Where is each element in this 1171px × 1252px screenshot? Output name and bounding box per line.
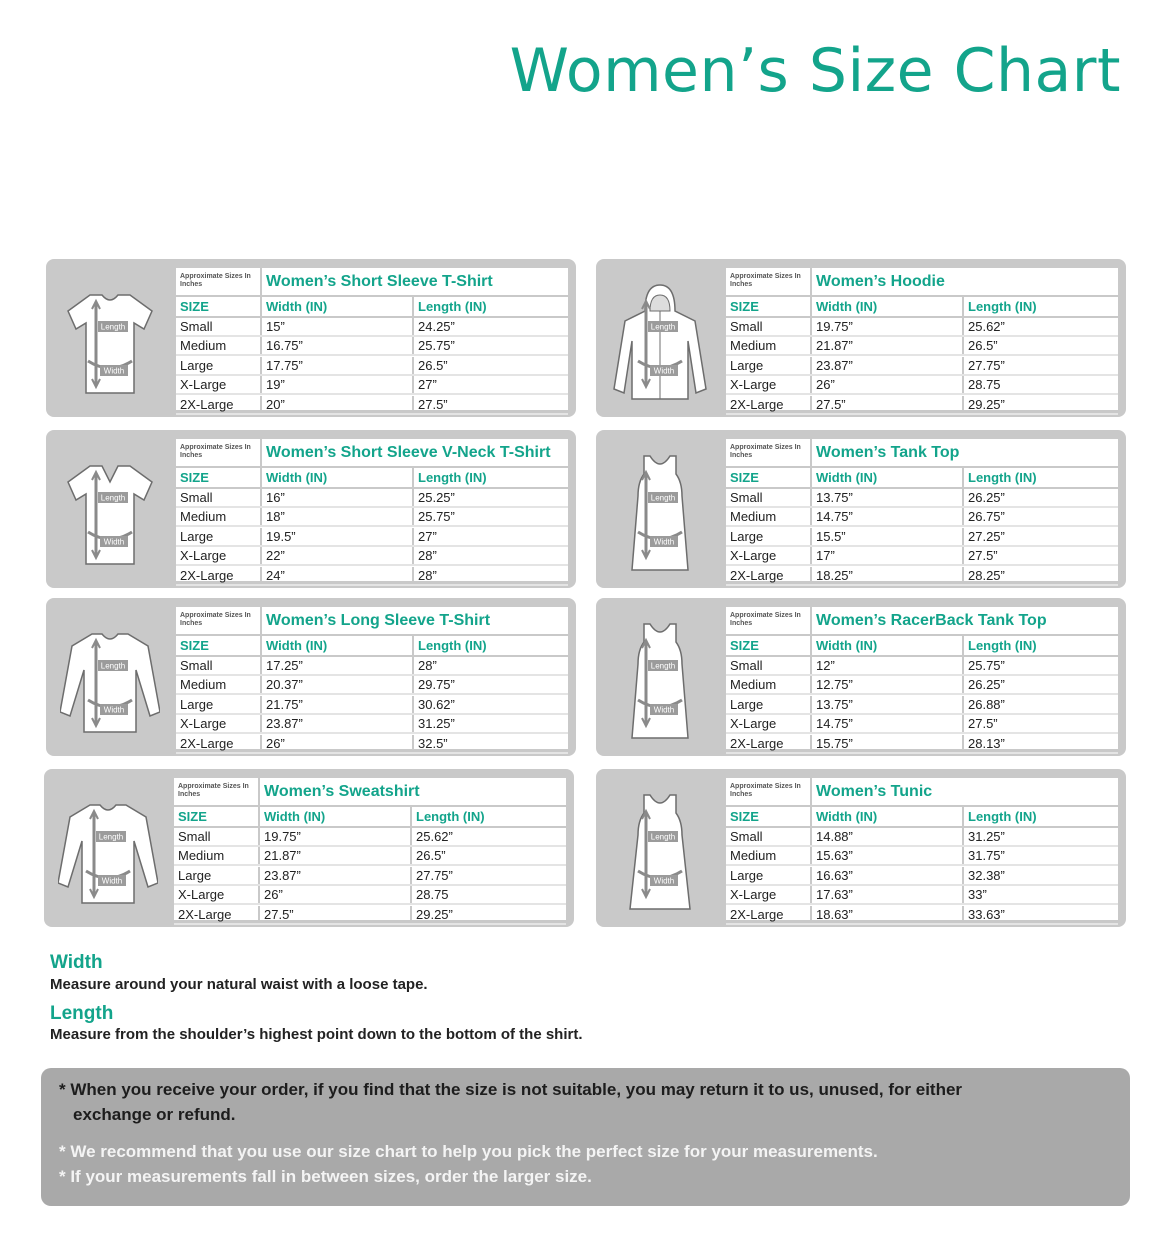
length-tag-label: Length	[650, 493, 676, 503]
approx-sizes-label: Approximate Sizes In Inches	[174, 778, 260, 805]
size-card	[46, 430, 576, 588]
width-cell: 14.88”	[812, 828, 964, 845]
size-cell: Large	[726, 867, 812, 884]
length-cell: 26.5”	[968, 338, 998, 354]
size-table	[176, 439, 568, 581]
column-header-row	[176, 636, 568, 657]
size-row	[726, 867, 1118, 886]
between-sizes-note: * If your measurements fall in between sizes, order the larger size.	[59, 1167, 592, 1186]
size-cell: 2X-Large	[176, 567, 262, 584]
width-cell: 18.25”	[812, 567, 964, 584]
size-row	[726, 567, 1118, 586]
width-header: Width (IN)	[812, 807, 964, 826]
size-card	[596, 259, 1126, 417]
width-tag-label: Width	[653, 876, 675, 886]
size-row	[726, 489, 1118, 508]
width-header: Width (IN)	[262, 636, 414, 655]
size-row	[176, 376, 568, 395]
size-cell: Medium	[726, 337, 812, 354]
width-cell: 18.63”	[812, 906, 964, 923]
width-cell: 19.5”	[262, 528, 414, 545]
width-tag-label: Width	[103, 705, 125, 715]
column-header-row	[174, 807, 566, 828]
width-cell: 13.75”	[812, 489, 964, 506]
size-row	[174, 886, 566, 905]
size-cell: Medium	[174, 847, 260, 864]
width-cell: 27.5”	[812, 396, 964, 413]
width-cell: 17.75”	[262, 357, 414, 374]
width-cell: 13.75”	[812, 696, 964, 713]
return-note: * When you receive your order, if you find that the size is not suitable, you may return it to us, unused, for either	[59, 1080, 963, 1099]
table-title-row	[176, 607, 568, 636]
width-cell: 20”	[262, 396, 414, 413]
length-cell: 25.62”	[416, 829, 453, 844]
column-header-row	[176, 468, 568, 489]
length-cell: 27.5”	[968, 716, 998, 732]
size-cell: Medium	[176, 337, 262, 354]
width-header: Width (IN)	[812, 468, 964, 487]
width-cell: 23.87”	[812, 357, 964, 374]
size-cell: 2X-Large	[726, 567, 812, 584]
length-header: Length (IN)	[416, 809, 485, 824]
width-header: Width (IN)	[260, 807, 412, 826]
size-table	[726, 439, 1118, 581]
size-row	[726, 886, 1118, 905]
size-row	[726, 828, 1118, 847]
length-cell: 30.62”	[418, 696, 455, 712]
tshirt-icon	[60, 281, 160, 399]
product-title: Women’s Hoodie	[816, 273, 945, 290]
table-title-row	[176, 439, 568, 468]
size-row	[176, 696, 568, 715]
table-title-row	[726, 607, 1118, 636]
length-cell: 33”	[968, 887, 987, 903]
width-cell: 15.63”	[812, 847, 964, 864]
product-title: Women’s Tunic	[816, 783, 933, 800]
size-row	[174, 828, 566, 847]
racerback-tank-icon	[610, 620, 710, 738]
width-cell: 21.75”	[262, 696, 414, 713]
length-cell: 28.75	[416, 887, 449, 903]
size-row	[176, 567, 568, 586]
length-header: Length (IN)	[968, 299, 1037, 314]
length-header: Length (IN)	[418, 470, 487, 485]
width-cell: 21.87”	[812, 337, 964, 354]
size-row	[726, 337, 1118, 356]
length-cell: 27.5”	[968, 548, 998, 564]
length-tag-label: Length	[650, 661, 676, 671]
length-header: Length (IN)	[968, 638, 1037, 653]
length-tag-label: Length	[650, 322, 676, 332]
size-row	[176, 528, 568, 547]
length-cell: 25.25”	[418, 490, 455, 505]
size-cell: Large	[726, 696, 812, 713]
size-cell: Small	[176, 489, 262, 506]
size-card	[44, 769, 574, 927]
width-cell: 17.25”	[262, 657, 414, 674]
size-cell: Medium	[726, 847, 812, 864]
width-cell: 14.75”	[812, 715, 964, 732]
size-row	[176, 489, 568, 508]
size-cell: X-Large	[726, 547, 812, 564]
size-cell: X-Large	[726, 715, 812, 732]
length-cell: 32.38”	[968, 867, 1005, 883]
column-header-row	[726, 468, 1118, 489]
size-row	[176, 318, 568, 337]
table-title-row	[176, 268, 568, 297]
length-cell: 32.5”	[418, 735, 448, 751]
column-header-row	[726, 636, 1118, 657]
sweatshirt-icon	[58, 791, 158, 909]
table-title-row	[726, 778, 1118, 807]
size-header: SIZE	[726, 297, 812, 316]
width-tag-label: Width	[653, 366, 675, 376]
length-cell: 26.5”	[416, 848, 446, 864]
size-row	[726, 376, 1118, 395]
size-cell: X-Large	[726, 376, 812, 393]
column-header-row	[176, 297, 568, 318]
size-row	[176, 547, 568, 566]
size-header: SIZE	[176, 468, 262, 487]
size-row	[726, 676, 1118, 695]
approx-sizes-label: Approximate Sizes In Inches	[726, 439, 812, 466]
width-cell: 19.75”	[812, 318, 964, 335]
size-row	[176, 396, 568, 415]
product-title: Women’s Tank Top	[816, 444, 960, 461]
size-row	[174, 906, 566, 925]
width-cell: 15”	[262, 318, 414, 335]
size-row	[726, 357, 1118, 376]
recommend-note: * We recommend that you use our size chart to help you pick the perfect size for your measurements.	[59, 1142, 878, 1161]
size-cell: Large	[726, 528, 812, 545]
width-cell: 16.63”	[812, 867, 964, 884]
product-title: Women’s Short Sleeve T-Shirt	[266, 273, 493, 290]
size-row	[726, 396, 1118, 415]
notes-panel	[41, 1068, 1130, 1206]
size-cell: Large	[176, 357, 262, 374]
size-row	[176, 337, 568, 356]
width-cell: 15.75”	[812, 735, 964, 752]
length-cell: 28.75	[968, 377, 1001, 393]
width-cell: 19.75”	[260, 828, 412, 845]
size-row	[726, 696, 1118, 715]
table-title-row	[726, 268, 1118, 297]
length-cell: 27”	[418, 528, 437, 544]
size-cell: 2X-Large	[176, 396, 262, 413]
size-cell: X-Large	[176, 547, 262, 564]
size-row	[726, 318, 1118, 337]
width-description: Measure around your natural waist with a loose tape.	[50, 976, 428, 993]
size-row	[176, 735, 568, 754]
size-cell: Large	[174, 867, 260, 884]
size-table	[176, 607, 568, 749]
length-cell: 27.5”	[418, 396, 448, 412]
width-header: Width (IN)	[812, 297, 964, 316]
length-header: Length (IN)	[968, 470, 1037, 485]
length-cell: 28”	[418, 548, 437, 564]
vneck-tshirt-icon	[60, 452, 160, 570]
size-row	[726, 847, 1118, 866]
column-header-row	[726, 297, 1118, 318]
size-header: SIZE	[176, 636, 262, 655]
size-card	[596, 598, 1126, 756]
size-cell: Small	[174, 828, 260, 845]
length-tag-label: Length	[100, 661, 126, 671]
length-cell: 31.25”	[418, 716, 455, 732]
approx-sizes-label: Approximate Sizes In Inches	[176, 607, 262, 634]
length-cell: 27.25”	[968, 528, 1005, 544]
length-cell: 26.25”	[968, 490, 1005, 505]
length-tag-label: Length	[98, 832, 124, 842]
size-cell: X-Large	[176, 376, 262, 393]
size-cell: Small	[176, 657, 262, 674]
length-cell: 28.25”	[968, 567, 1005, 583]
length-cell: 26.75”	[968, 509, 1005, 525]
length-cell: 31.25”	[968, 829, 1005, 844]
length-cell: 25.75”	[418, 338, 455, 354]
size-row	[176, 657, 568, 676]
width-cell: 24”	[262, 567, 414, 584]
size-row	[726, 657, 1118, 676]
length-cell: 28”	[418, 567, 437, 583]
length-cell: 24.25”	[418, 319, 455, 334]
length-header: Length (IN)	[418, 299, 487, 314]
width-cell: 26”	[260, 886, 412, 903]
length-header: Length (IN)	[418, 638, 487, 653]
size-cell: Small	[726, 489, 812, 506]
width-cell: 27.5”	[260, 906, 412, 923]
width-header: Width (IN)	[812, 636, 964, 655]
approx-sizes-label: Approximate Sizes In Inches	[176, 439, 262, 466]
size-row	[726, 508, 1118, 527]
size-cell: 2X-Large	[726, 735, 812, 752]
tank-top-icon	[610, 452, 710, 570]
size-cell: Medium	[726, 508, 812, 525]
product-title: Women’s Long Sleeve T-Shirt	[266, 612, 491, 629]
width-header: Width (IN)	[262, 468, 414, 487]
size-cell: Medium	[726, 676, 812, 693]
size-row	[174, 847, 566, 866]
page-title: Women’s Size Chart	[509, 36, 1121, 106]
size-row	[176, 676, 568, 695]
size-cell: Small	[726, 828, 812, 845]
hoodie-icon	[610, 281, 710, 399]
size-card	[46, 598, 576, 756]
width-cell: 20.37”	[262, 676, 414, 693]
long-sleeve-icon	[60, 620, 160, 738]
length-heading: Length	[50, 1003, 114, 1024]
length-cell: 25.75”	[968, 658, 1005, 673]
size-cell: Small	[726, 318, 812, 335]
return-note-continued: exchange or refund.	[73, 1105, 236, 1124]
length-cell: 26.25”	[968, 677, 1005, 693]
width-tag-label: Width	[101, 876, 123, 886]
width-tag-label: Width	[653, 705, 675, 715]
size-cell: X-Large	[726, 886, 812, 903]
product-title: Women’s Sweatshirt	[264, 783, 420, 800]
size-cell: Medium	[176, 508, 262, 525]
width-cell: 14.75”	[812, 508, 964, 525]
size-table	[726, 778, 1118, 920]
size-table	[174, 778, 566, 920]
table-title-row	[726, 439, 1118, 468]
size-card	[46, 259, 576, 417]
approx-sizes-label: Approximate Sizes In Inches	[726, 268, 812, 295]
width-cell: 18”	[262, 508, 414, 525]
size-header: SIZE	[176, 297, 262, 316]
width-cell: 26”	[812, 376, 964, 393]
size-table	[726, 268, 1118, 410]
size-table	[726, 607, 1118, 749]
size-header: SIZE	[726, 468, 812, 487]
size-row	[176, 357, 568, 376]
size-row	[726, 906, 1118, 925]
length-tag-label: Length	[650, 832, 676, 842]
width-cell: 22”	[262, 547, 414, 564]
length-description: Measure from the shoulder’s highest point down to the bottom of the shirt.	[50, 1026, 583, 1043]
width-cell: 26”	[262, 735, 414, 752]
length-header: Length (IN)	[968, 809, 1037, 824]
length-tag-label: Length	[100, 493, 126, 503]
size-cell: Large	[726, 357, 812, 374]
product-title: Women’s Short Sleeve V-Neck T-Shirt	[266, 444, 551, 461]
table-title-row	[174, 778, 566, 807]
size-card	[596, 769, 1126, 927]
size-row	[726, 735, 1118, 754]
size-row	[176, 508, 568, 527]
width-header: Width (IN)	[262, 297, 414, 316]
width-cell: 16”	[262, 489, 414, 506]
size-cell: Medium	[176, 676, 262, 693]
width-cell: 12.75”	[812, 676, 964, 693]
size-header: SIZE	[726, 636, 812, 655]
length-cell: 28”	[418, 658, 437, 673]
size-row	[176, 715, 568, 734]
width-cell: 19”	[262, 376, 414, 393]
width-cell: 16.75”	[262, 337, 414, 354]
size-row	[726, 715, 1118, 734]
width-tag-label: Width	[103, 366, 125, 376]
length-cell: 27”	[418, 377, 437, 393]
size-cell: Large	[176, 528, 262, 545]
width-heading: Width	[50, 952, 103, 973]
length-cell: 28.13”	[968, 735, 1005, 751]
size-card	[596, 430, 1126, 588]
column-header-row	[726, 807, 1118, 828]
width-cell: 21.87”	[260, 847, 412, 864]
length-cell: 27.75”	[416, 867, 453, 883]
width-cell: 23.87”	[260, 867, 412, 884]
tunic-icon	[610, 791, 710, 909]
length-cell: 26.5”	[418, 357, 448, 373]
length-cell: 25.62”	[968, 319, 1005, 334]
size-cell: 2X-Large	[176, 735, 262, 752]
width-cell: 17.63”	[812, 886, 964, 903]
approx-sizes-label: Approximate Sizes In Inches	[726, 607, 812, 634]
width-cell: 12”	[812, 657, 964, 674]
size-cell: 2X-Large	[726, 396, 812, 413]
length-cell: 29.25”	[968, 396, 1005, 412]
approx-sizes-label: Approximate Sizes In Inches	[726, 778, 812, 805]
size-header: SIZE	[726, 807, 812, 826]
product-title: Women’s RacerBack Tank Top	[816, 612, 1047, 629]
length-cell: 25.75”	[418, 509, 455, 525]
size-cell: X-Large	[174, 886, 260, 903]
width-cell: 17”	[812, 547, 964, 564]
width-tag-label: Width	[653, 537, 675, 547]
size-row	[726, 547, 1118, 566]
size-header: SIZE	[174, 807, 260, 826]
approx-sizes-label: Approximate Sizes In Inches	[176, 268, 262, 295]
length-cell: 31.75”	[968, 848, 1005, 864]
width-cell: 15.5”	[812, 528, 964, 545]
size-cell: 2X-Large	[174, 906, 260, 923]
length-cell: 33.63”	[968, 906, 1005, 922]
width-cell: 23.87”	[262, 715, 414, 732]
size-row	[174, 867, 566, 886]
length-tag-label: Length	[100, 322, 126, 332]
size-row	[726, 528, 1118, 547]
size-table	[176, 268, 568, 410]
size-cell: Large	[176, 696, 262, 713]
length-cell: 27.75”	[968, 357, 1005, 373]
length-cell: 29.25”	[416, 906, 453, 922]
length-cell: 26.88”	[968, 696, 1005, 712]
width-tag-label: Width	[103, 537, 125, 547]
size-cell: Small	[176, 318, 262, 335]
size-cell: 2X-Large	[726, 906, 812, 923]
size-cell: Small	[726, 657, 812, 674]
size-cell: X-Large	[176, 715, 262, 732]
length-cell: 29.75”	[418, 677, 455, 693]
